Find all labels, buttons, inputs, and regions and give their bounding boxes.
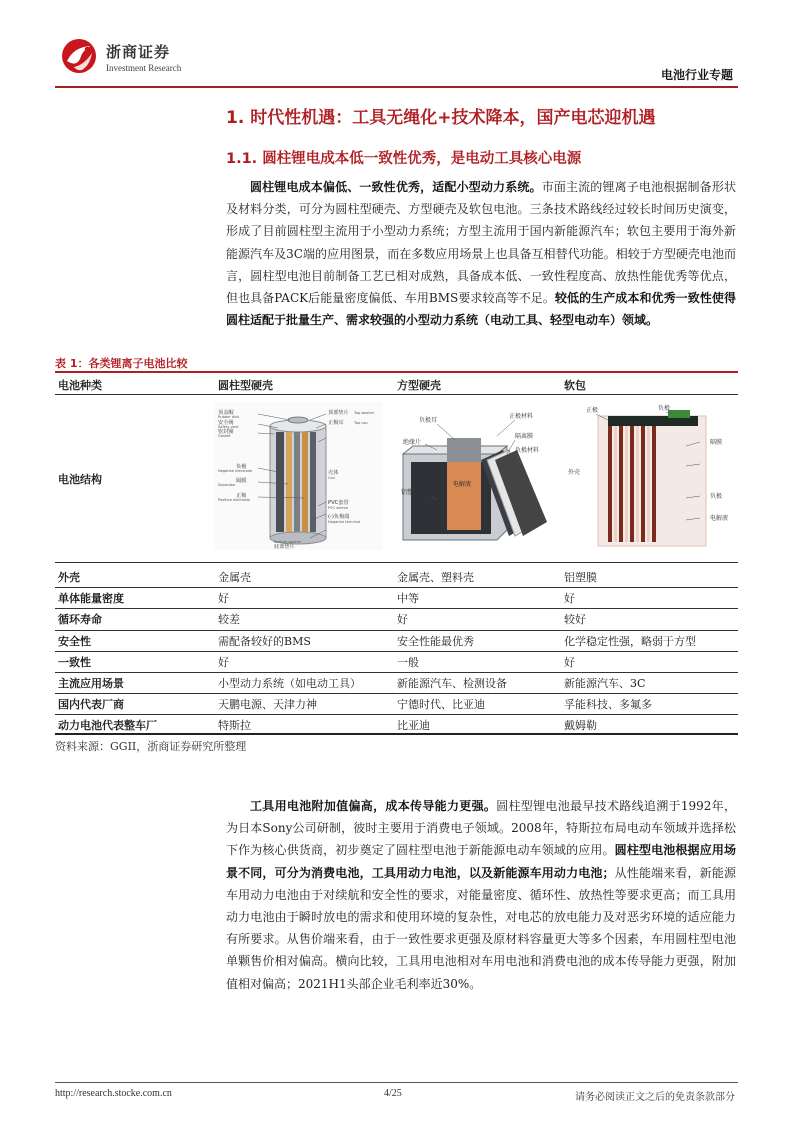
table-row-label: 一致性 (58, 655, 91, 669)
footer-url-link[interactable]: http://research.stocke.com.cn (55, 1088, 172, 1099)
pouch-label: 负极 (710, 493, 723, 500)
cyl-label-en: Safety vent (218, 425, 239, 429)
pouch-cell-diagram (568, 402, 728, 550)
cyl-label-en: PVC sleeve (328, 506, 348, 510)
cyl-label-en: Gasket (218, 434, 231, 438)
table-cell: 好 (564, 592, 575, 606)
prism-label: 负极耳 (419, 417, 438, 424)
table-cell: 好 (218, 655, 229, 669)
cyl-label: PVC套管 (328, 500, 349, 506)
cyl-label: 正极 (236, 493, 247, 499)
paragraph-tools-body1: 圆柱型锂电池最早技术路线追溯于1992年，为日本Sony公司研制，彼时主要用于消费电子领域。2008年，特斯拉布局电动车领域并选择松下作为核心供货商，初步奠定了圆柱型电池于新能源电动车领域的应用。 (226, 799, 736, 858)
table-header-cell: 方型硬壳 (397, 379, 441, 392)
table-row-rule (55, 672, 738, 673)
table-row-label: 动力电池代表整车厂 (58, 719, 157, 733)
table-cell: 金属壳、塑料壳 (397, 571, 474, 584)
cyl-label-en: Top washer (354, 411, 375, 415)
table-row-rule (55, 651, 738, 652)
paragraph-tools-bold: 圆柱型电池根据应用场景不同，可分为消费电池，工具用动力电池，以及新能源车用动力电池； (226, 843, 736, 880)
table-row-label: 国内代表厂商 (58, 698, 124, 712)
cyl-label-en: Can (328, 476, 335, 480)
table-row-rule (55, 608, 738, 609)
header-divider (55, 86, 738, 88)
cyl-label: (-)负极端 (328, 514, 350, 520)
cyl-label: 正极耳 (328, 420, 344, 426)
table-cell: 较差 (218, 613, 240, 627)
cylindrical-cell-diagram (214, 402, 382, 550)
cyl-label: 壳体 (328, 470, 339, 476)
table-cell: 一般 (397, 655, 419, 669)
table-source-note: 资料来源：GGII，浙商证券研究所整理 (55, 740, 247, 753)
pouch-label: 正极 (586, 407, 599, 414)
pouch-label: 电解液 (710, 515, 728, 522)
cyl-label: 负极 (236, 464, 247, 470)
subsection-heading: 1.1. 圆柱锂电成本低一致性优秀，是电动工具核心电源 (226, 151, 582, 167)
table-cell: 特斯拉 (218, 719, 251, 733)
table-cell: 安全性能最优秀 (397, 634, 474, 648)
pouch-label: 外壳 (568, 469, 581, 476)
table-row-label: 主流应用场景 (58, 677, 124, 690)
prism-label: 隔离膜 (515, 433, 534, 440)
table-cell: 中等 (397, 592, 419, 606)
brand-name-en: Investment Research (106, 63, 182, 73)
table-cell: 宁德时代、比亚迪 (397, 698, 485, 712)
zheshang-logo-icon (60, 37, 100, 75)
cyl-label-en: Negative terminal (328, 520, 361, 524)
paragraph-intro-lead: 圆柱锂电成本偏低、一致性优秀，适配小型动力系统。 (250, 180, 542, 194)
prism-label: 负极材料 (515, 447, 540, 454)
cyl-label-en: Negative electrode (218, 469, 253, 473)
prismatic-cell-diagram (397, 402, 557, 550)
cyl-label: 密封圈 (218, 429, 234, 435)
table-cell: 需配备较好的BMS (218, 634, 311, 648)
table-bottom-rule (55, 733, 738, 735)
table-cell: 化学稳定性强，略弱于方型 (564, 634, 696, 648)
cyl-label: 隔膜 (236, 478, 247, 484)
cyl-label: 顶盖帽 (218, 410, 234, 416)
paragraph-intro (226, 176, 736, 331)
table-cell: 新能源汽车、检测设备 (397, 677, 507, 690)
table-row-rule (55, 693, 738, 694)
page-number: 4/25 (384, 1088, 402, 1099)
table-row-label: 电池结构 (58, 473, 102, 486)
section-heading: 1. 时代性机遇：工具无绳化+技术降本，国产电芯迎机遇 (226, 108, 656, 128)
table-row-label: 循环寿命 (58, 613, 102, 627)
paragraph-tools (226, 795, 736, 995)
footer-divider (55, 1082, 738, 1083)
pouch-label: 隔膜 (710, 439, 723, 446)
table-row-rule (55, 587, 738, 588)
paragraph-tools-body2: 从性能端来看，新能源车用动力电池由于对续航和安全性的要求，对能量密度、循环性、放热性等要求更高；而工具用动力电池由于瞬时放电的需求和使用环境的复杂性，对电芯的放电能力及对恶劣环境的适应能力有所要求。从售价端来看，由于一致性要求更强及原材料容量更大等多个因素，车用圆柱型电池单颗售价相对偏高。横向比较，工具用电池相对车用电池和消费电池的成本传导能力更强，附加值相对偏高；2021H1头部企业毛利率近30%。 (226, 865, 736, 991)
table-cell: 天鹏电源、天津力神 (218, 698, 317, 712)
table-cell: 好 (397, 613, 408, 627)
document-tag: 电池行业专题 (660, 68, 733, 82)
table-cell: 金属壳 (218, 571, 251, 584)
brand-name: 浙商证券 (106, 43, 171, 61)
table-row-rule (55, 714, 738, 715)
table-cell: 新能源汽车、3C (564, 677, 646, 690)
prism-label: 电解液 (453, 481, 472, 488)
table-header-rule (55, 394, 738, 395)
table-row-label: 单体能量密度 (58, 592, 124, 606)
prism-label: 绝缘片 (403, 439, 422, 446)
prism-label: 正极材料 (509, 413, 534, 420)
table-header-cell: 圆柱型硬壳 (218, 379, 273, 392)
cyl-label-en: Positive electrode (218, 498, 250, 502)
table-row-rule (55, 562, 738, 563)
table-cell: 比亚迪 (397, 719, 430, 733)
table-cell: 小型动力系统（如电动工具） (218, 677, 361, 690)
paragraph-tools-lead: 工具用电池附加值偏高，成本传导能力更强。 (250, 799, 497, 813)
table-cell: 好 (218, 592, 229, 606)
table-row-label: 外壳 (58, 571, 80, 584)
table-row-rule (55, 630, 738, 631)
prism-label: 铝塑包装膜 (401, 489, 432, 496)
table-cell: 戴姆勒 (564, 719, 597, 733)
table-cell: 铝塑膜 (564, 571, 597, 584)
table-header-cell: 电池种类 (58, 379, 102, 392)
cyl-label: 顶部垫片 (328, 410, 349, 416)
table-title: 表 1：各类锂离子电池比较 (55, 357, 188, 370)
paragraph-intro-body: 市面主流的锂离子电池根据制备形状及材料分类，可分为圆柱型硬壳、方型硬壳及软包电池。三条技术路线经过较长时间历史演变，形成了目前圆柱型主流用于小型动力系统；方型主流用于国内新能源汽车；软包主要用于海外新能源汽车及3C端的应用图景，而在多数应用场景上也具备互相替代功能。相较于方型硬壳电池而言，圆柱型电池目前制备工艺已相对成熟，具备成本低、一致性程度高、放热性能优秀等优点，但也具备PACK后能量密度偏低、车用BMS要求较高等不足。 (226, 180, 736, 306)
footer-disclaimer: 请务必阅读正文之后的免责条款部分 (575, 1092, 735, 1103)
cyl-label-en: Separator (218, 483, 236, 487)
table-cell: 孚能科技、多氟多 (564, 698, 652, 712)
cyl-label: 安全阀 (218, 420, 234, 426)
cyl-label: 底部垫片 (274, 544, 295, 550)
cyl-label-en: Bottom washer (274, 540, 302, 544)
table-cell: 较好 (564, 613, 586, 627)
table-top-rule (55, 371, 738, 373)
table-cell: 好 (564, 655, 575, 669)
cyl-label-en: Top cap (354, 421, 368, 425)
table-row-label: 安全性 (58, 634, 91, 648)
paragraph-intro-tail: 较低的生产成本和优秀一致性使得圆柱适配于批量生产、需求较强的小型动力系统（电动工具、轻型电动车）领域。 (226, 291, 736, 328)
table-header-cell: 软包 (564, 379, 586, 392)
cyl-label-en: Rubber disk (218, 415, 240, 419)
pouch-label: 负极 (658, 405, 671, 412)
